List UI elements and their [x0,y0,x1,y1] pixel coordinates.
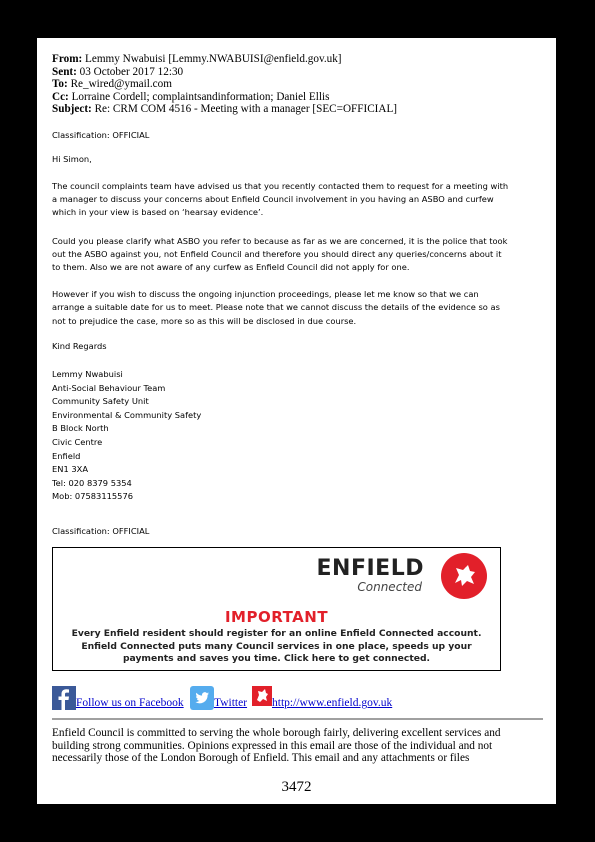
signature-line: Environmental & Community Safety [52,409,202,420]
paragraph-3-line-1: However if you wish to discuss the ongoing injunction proceedings, please let me know so that we can [52,289,479,299]
enfield-connected-banner[interactable] [52,547,501,671]
website-link[interactable]: http://www.enfield.gov.uk [272,697,393,709]
banner-line: payments and saves you time. Click here to get connected. [122,653,431,664]
banner-message [53,628,500,666]
signature-line: EN1 3XA [52,464,89,475]
paragraph-2-line-1: Could you please clarify what ASBO you refer to because as far as we are concerned, it is the police that took [52,236,508,246]
closing: Kind Regards [52,341,107,351]
important-heading: IMPORTANT [224,608,329,626]
to-label: To: [52,78,68,91]
sent-value: 03 October 2017 12:30 [79,65,184,78]
sent-label: Sent: [52,65,77,78]
facebook-icon[interactable] [52,686,76,710]
cc-value: Lorraine Cordell; complaintsandinformation; Daniel Ellis [71,90,330,103]
signature-line: Lemmy Nwabuisi [52,369,123,379]
footer-divider [52,718,543,720]
signature-line: Enfield [52,450,81,461]
banner-line: Every Enfield resident should register for an online Enfield Connected account. [71,628,482,639]
twitter-link[interactable]: Twitter [214,697,248,709]
signature-block [52,368,201,504]
signature-line: Anti-Social Behaviour Team [52,382,166,393]
greeting: Hi Simon, [52,154,92,164]
signature-line: Civic Centre [52,436,103,447]
subject-value: Re: CRM COM 4516 - Meeting with a manager [SEC=OFFICIAL] [94,103,398,116]
subject-label: Subject: [52,103,92,116]
cc-label: Cc: [52,90,69,103]
signature-line: B Block North [52,423,109,434]
paragraph-1-line-1: The council complaints team have advised us that you recently contacted them to request for a meeting with [52,181,509,191]
from-value: Lemmy Nwabuisi [Lemmy.NWABUISI@enfield.gov.uk] [85,53,342,65]
enfield-logo-subtitle: Connected [357,580,422,594]
signature-line: Mob: 07583115576 [52,491,133,502]
banner-line: Enfield Connected puts many Council services in one place, speeds up your [81,640,472,652]
paragraph-1-line-3: which in your view is based on ‘hearsay evidence’. [52,207,264,217]
enfield-web-icon[interactable] [252,686,272,706]
paragraph-3-line-3: not to prejudice the case, more so as this will be disclosed in due course. [52,316,357,326]
disclaimer-line: Enfield Council is committed to serving the whole borough fairly, delivering excellent services and [52,727,501,739]
disclaimer-line: building strong communities. Opinions expressed in this email are those of the individual and not [52,739,493,752]
classification-bottom: Classification: OFFICIAL [52,526,150,536]
to-value: Re_wired@ymail.com [70,78,172,91]
document-page [37,38,556,804]
paragraph-2-line-3: to them. Also we are not aware of any curfew as Enfield Council did not apply for one. [52,262,410,272]
paragraph-3-line-2: arrange a suitable date for us to meet. Please note that we cannot discuss the details of the evidence so as [52,302,500,312]
paragraph-1-line-2: a manager to discuss your concerns about Enfield Council involvement in you having an ASBO and curfew [52,194,494,204]
page-number: 3472 [281,779,312,795]
disclaimer [52,727,547,765]
signature-line: Tel: 020 8379 5354 [52,477,132,488]
disclaimer-line: necessarily those of the London Borough of Enfield. This email and any attachments or files [52,752,470,765]
classification-top: Classification: OFFICIAL [52,130,150,140]
twitter-icon[interactable] [190,686,214,710]
signature-line: Community Safety Unit [52,396,149,407]
paragraph-2-line-2: out the ASBO against you, not Enfield Council and therefore you should direct any queries/concerns about it [52,249,502,259]
from-label: From: [52,53,83,65]
enfield-logo-text: ENFIELD [316,556,424,581]
enfield-crest-icon [441,553,487,599]
email-header [52,53,397,116]
facebook-link[interactable]: Follow us on Facebook [76,697,184,709]
